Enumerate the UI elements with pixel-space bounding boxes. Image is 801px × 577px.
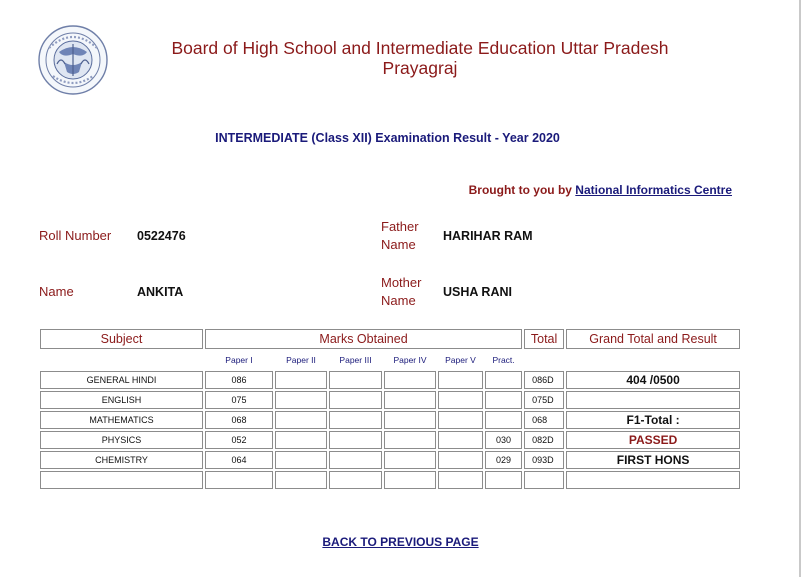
brought-by-prefix: Brought to you by xyxy=(468,183,572,197)
empty-cell xyxy=(329,391,382,409)
mother-label-line2: Name xyxy=(381,293,416,308)
empty-cell xyxy=(566,471,740,489)
empty-cell xyxy=(275,471,327,489)
total-cell: 093D xyxy=(524,451,564,469)
table-row xyxy=(40,391,740,409)
empty-cell xyxy=(275,371,327,389)
empty-cell xyxy=(485,471,522,489)
name-value: ANKITA xyxy=(137,285,184,299)
back-link-container xyxy=(0,535,801,549)
header-subject: Subject xyxy=(40,329,203,349)
practical-cell xyxy=(485,391,522,409)
practical-cell: 029 xyxy=(485,451,522,469)
empty-cell xyxy=(438,431,483,449)
board-title-line2: Prayagraj xyxy=(382,58,458,78)
header-marks-obtained: Marks Obtained xyxy=(205,329,522,349)
blank-cell xyxy=(524,351,564,369)
empty-cell xyxy=(329,431,382,449)
result-status: PASSED xyxy=(566,431,740,449)
mother-name-label xyxy=(381,274,421,310)
table-row-empty xyxy=(40,471,740,489)
board-title-line1: Board of High School and Intermediate Education Uttar Pradesh xyxy=(171,38,669,58)
board-title xyxy=(120,38,720,78)
empty-cell xyxy=(275,451,327,469)
paper-1-header: Paper I xyxy=(225,355,253,365)
nic-link[interactable]: National Informatics Centre xyxy=(575,183,732,197)
result-table xyxy=(38,327,742,491)
empty-cell xyxy=(275,431,327,449)
practical-header: Pract. xyxy=(492,355,515,365)
paper-1-cell: 068 xyxy=(205,411,273,429)
subject-cell: GENERAL HINDI xyxy=(40,371,203,389)
grand-total-value: 404 /0500 xyxy=(566,371,740,389)
empty-cell xyxy=(438,471,483,489)
practical-cell: 030 xyxy=(485,431,522,449)
paper-5-header: Paper V xyxy=(445,355,476,365)
empty-cell xyxy=(40,471,203,489)
father-label-line2: Name xyxy=(381,237,416,252)
mother-name-value: USHA RANI xyxy=(443,285,512,299)
roll-number-value: 0522476 xyxy=(137,229,186,243)
empty-cell xyxy=(275,411,327,429)
total-cell: 075D xyxy=(524,391,564,409)
empty-cell xyxy=(329,371,382,389)
empty-cell xyxy=(384,431,436,449)
paper-1-cell: 086 xyxy=(205,371,273,389)
grand-cell xyxy=(566,391,740,409)
empty-cell xyxy=(438,371,483,389)
table-row xyxy=(40,411,740,429)
exam-title: INTERMEDIATE (Class XII) Examination Result - Year 2020 xyxy=(215,131,560,145)
f1-total-label: F1-Total : xyxy=(566,411,740,429)
back-to-previous-page-link[interactable]: BACK TO PREVIOUS PAGE xyxy=(322,535,479,549)
subject-cell: MATHEMATICS xyxy=(40,411,203,429)
subject-cell: CHEMISTRY xyxy=(40,451,203,469)
empty-cell xyxy=(384,471,436,489)
total-cell: 068 xyxy=(524,411,564,429)
empty-cell xyxy=(329,411,382,429)
practical-cell xyxy=(485,371,522,389)
father-name-label xyxy=(381,218,419,254)
total-cell: 086D xyxy=(524,371,564,389)
father-name-value: HARIHAR RAM xyxy=(443,229,533,243)
blank-cell xyxy=(566,351,740,369)
up-emblem-logo-icon xyxy=(37,24,109,96)
name-label: Name xyxy=(39,284,74,299)
subject-cell: PHYSICS xyxy=(40,431,203,449)
paper-1-cell: 075 xyxy=(205,391,273,409)
mother-label-line1: Mother xyxy=(381,275,422,290)
header-total: Total xyxy=(524,329,564,349)
empty-cell xyxy=(524,471,564,489)
empty-cell xyxy=(384,451,436,469)
division-value: FIRST HONS xyxy=(566,451,740,469)
paper-3-header: Paper III xyxy=(339,355,372,365)
blank-cell xyxy=(40,351,203,369)
paper-1-cell: 052 xyxy=(205,431,273,449)
empty-cell xyxy=(205,471,273,489)
paper-2-header: Paper II xyxy=(286,355,316,365)
empty-cell xyxy=(438,451,483,469)
empty-cell xyxy=(438,411,483,429)
paper-header-row xyxy=(40,351,740,369)
table-header-row xyxy=(40,329,740,349)
empty-cell xyxy=(384,391,436,409)
father-label-line1: Father xyxy=(381,219,419,234)
paper-1-cell: 064 xyxy=(205,451,273,469)
total-cell: 082D xyxy=(524,431,564,449)
practical-cell xyxy=(485,411,522,429)
empty-cell xyxy=(384,371,436,389)
table-row xyxy=(40,371,740,389)
empty-cell xyxy=(438,391,483,409)
brought-by xyxy=(469,183,732,197)
paper-4-header: Paper IV xyxy=(393,355,427,365)
empty-cell xyxy=(329,471,382,489)
roll-number-label: Roll Number xyxy=(39,228,112,243)
table-row xyxy=(40,451,740,469)
empty-cell xyxy=(384,411,436,429)
header-grand-total: Grand Total and Result xyxy=(566,329,740,349)
empty-cell xyxy=(275,391,327,409)
empty-cell xyxy=(329,451,382,469)
subject-cell: ENGLISH xyxy=(40,391,203,409)
table-row xyxy=(40,431,740,449)
